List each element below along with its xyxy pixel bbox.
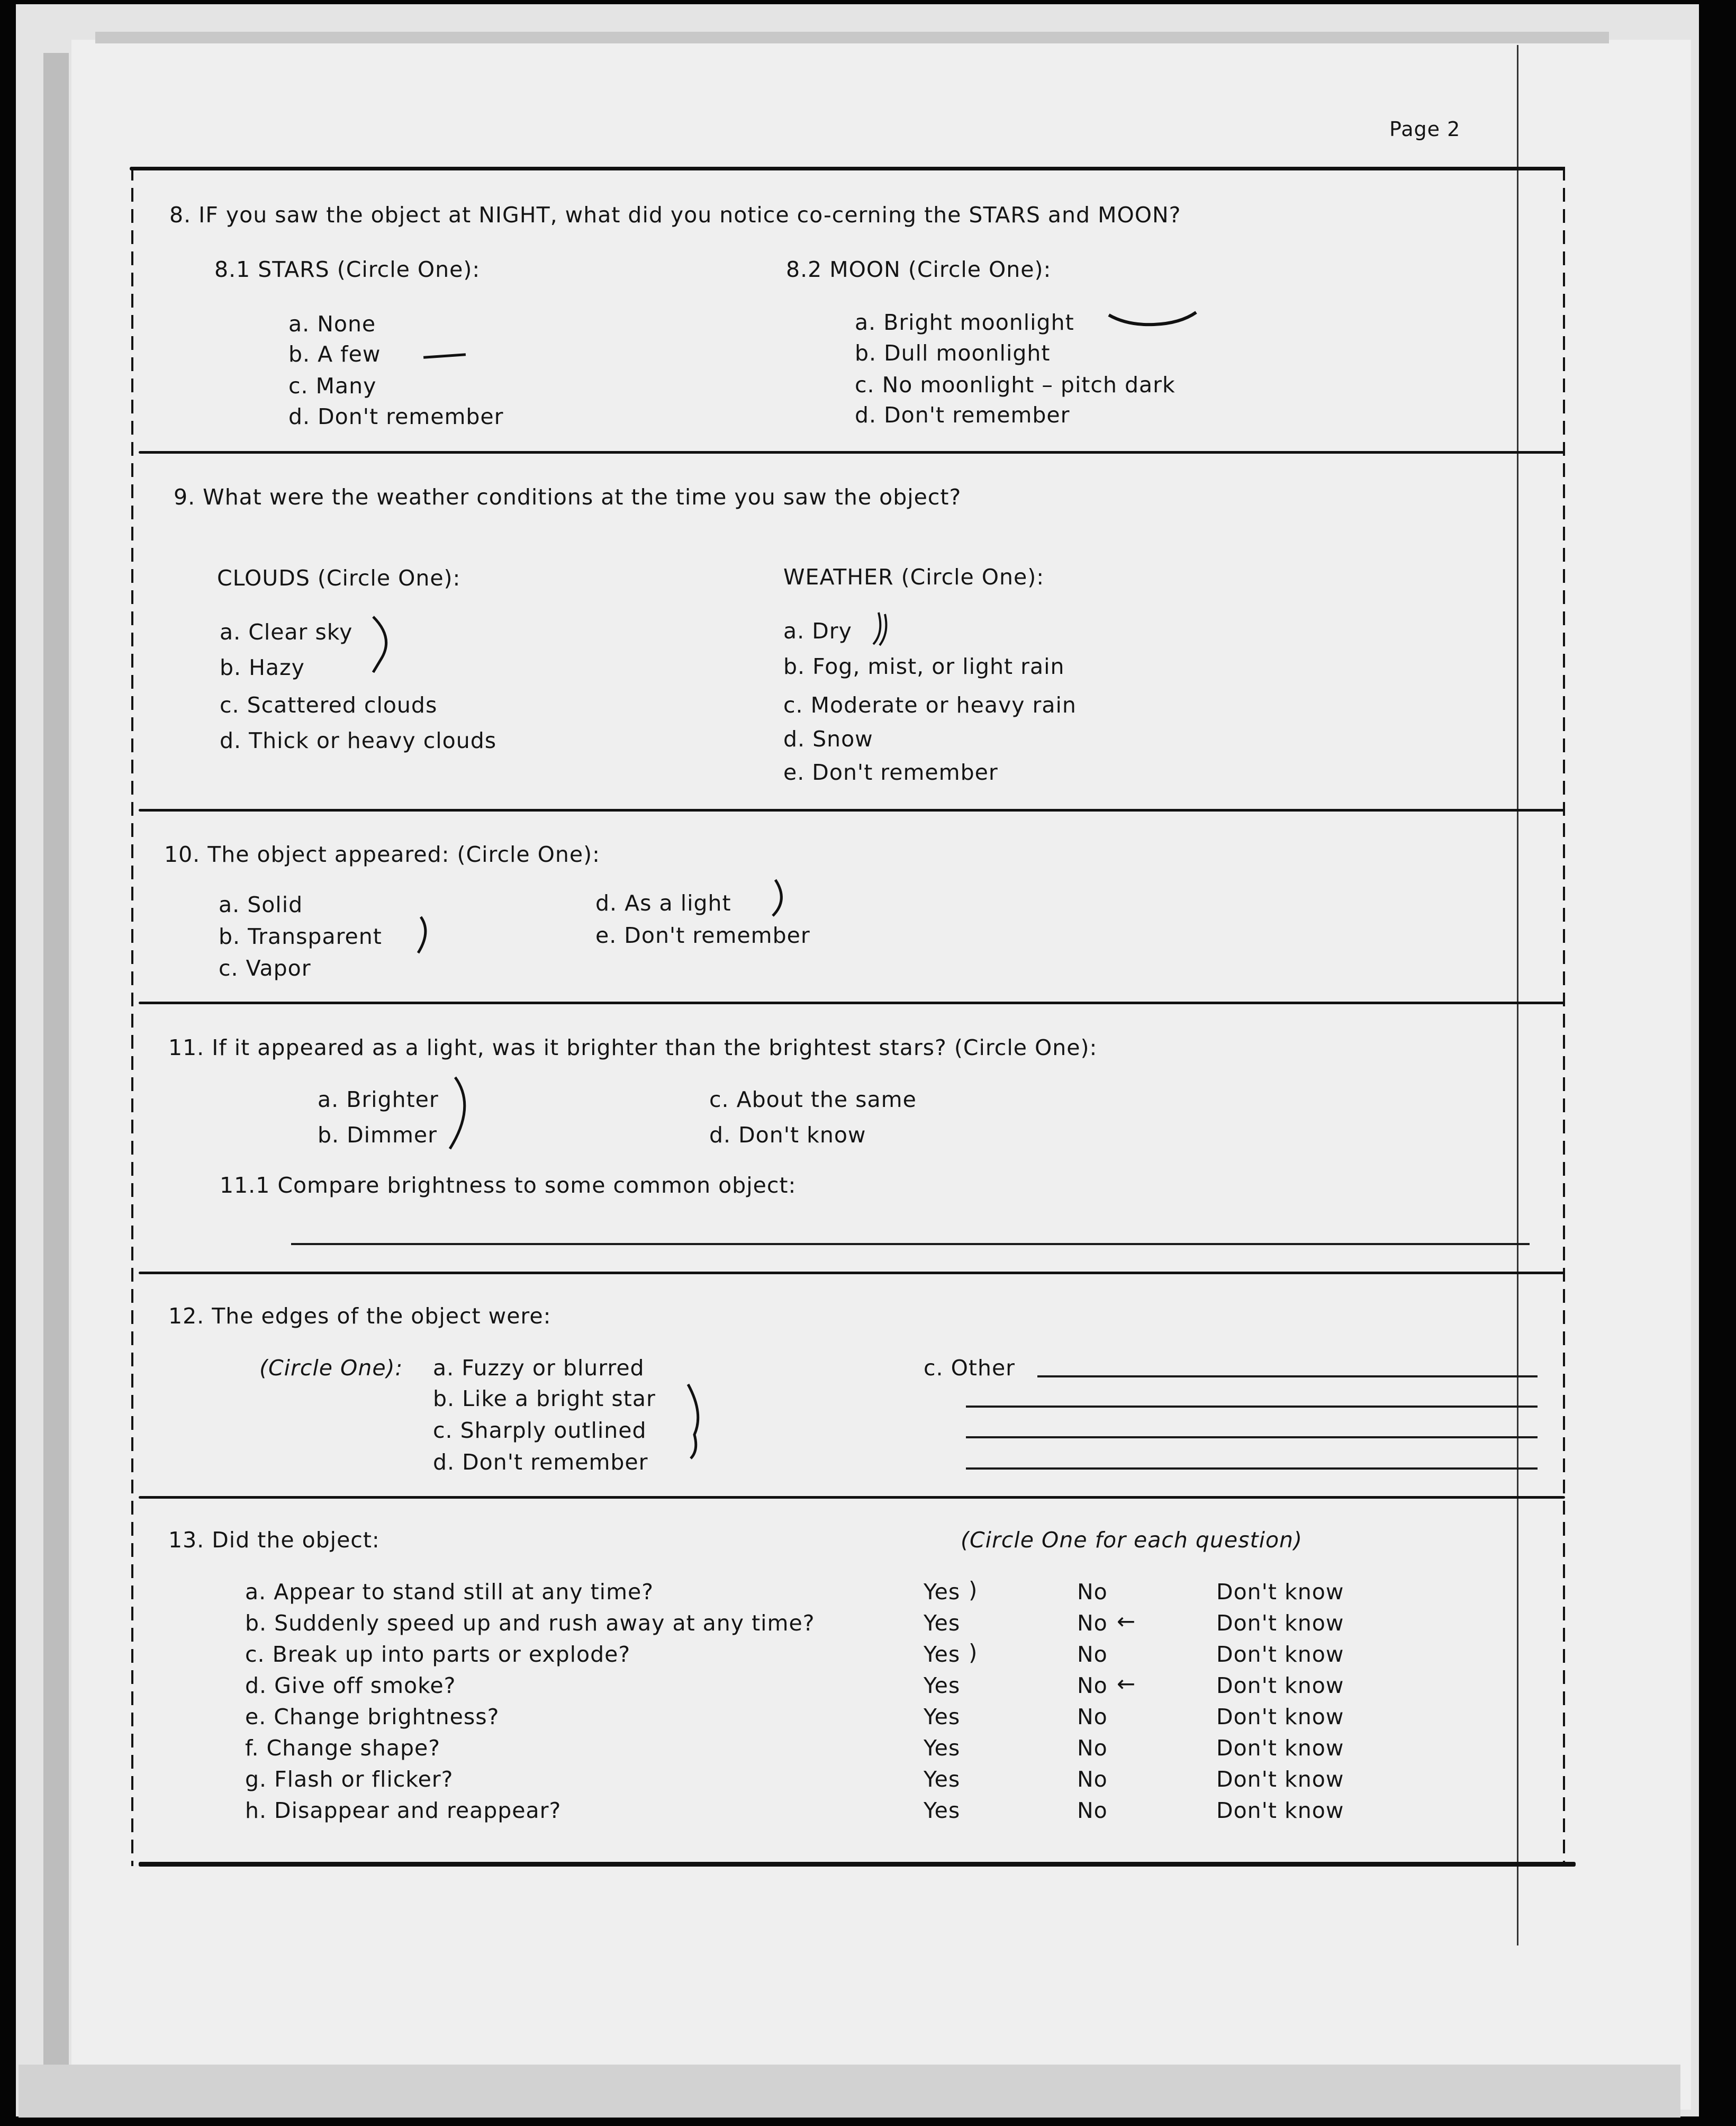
- answer-no-option[interactable]: No: [1077, 1579, 1108, 1605]
- answer-yes-option[interactable]: Yes: [924, 1579, 961, 1605]
- answer-no-option[interactable]: No: [1077, 1642, 1108, 1667]
- clouds-option-d[interactable]: d. Thick or heavy clouds: [220, 728, 497, 753]
- scan-shadow-top: [95, 32, 1609, 43]
- question-12-text: 12. The edges of the object were:: [168, 1303, 551, 1329]
- brightness-option-a[interactable]: a. Brighter: [318, 1087, 439, 1112]
- question-13-row-h: h. Disappear and reappear?: [245, 1798, 562, 1823]
- edges-circle-label: (Circle One):: [259, 1355, 403, 1381]
- appearance-option-a[interactable]: a. Solid: [219, 892, 303, 917]
- brightness-option-c[interactable]: c. About the same: [709, 1087, 917, 1112]
- answer-don-t-know-option[interactable]: Don't know: [1216, 1579, 1344, 1605]
- section-divider-12-13: [139, 1496, 1565, 1499]
- handwritten-check-mark: ): [969, 1577, 978, 1603]
- edges-option-a[interactable]: a. Fuzzy or blurred: [433, 1355, 645, 1381]
- form-top-rule: [130, 167, 1564, 170]
- answer-yes-option[interactable]: Yes: [924, 1798, 961, 1823]
- handwritten-bracket-mark: [445, 1075, 487, 1154]
- question-9-text: 9. What were the weather conditions at the time you saw the object?: [174, 484, 962, 510]
- handwritten-check-mark: ←: [1117, 1608, 1136, 1634]
- question-13-row-b: b. Suddenly speed up and rush away at any time?: [245, 1610, 815, 1636]
- stars-option-d[interactable]: d. Don't remember: [288, 404, 504, 429]
- edges-other-input-line-4[interactable]: [966, 1467, 1538, 1470]
- stars-option-c[interactable]: c. Many: [288, 373, 377, 399]
- answer-don-t-know-option[interactable]: Don't know: [1216, 1767, 1344, 1792]
- compare-brightness-input[interactable]: [291, 1243, 1530, 1245]
- section-divider-9-10: [139, 809, 1565, 812]
- handwritten-bracket-mark: [365, 614, 402, 678]
- clouds-option-a[interactable]: a. Clear sky: [220, 619, 353, 645]
- stars-label: 8.1 STARS (Circle One):: [214, 257, 481, 282]
- answer-yes-option[interactable]: Yes: [924, 1704, 961, 1729]
- moon-option-a[interactable]: a. Bright moonlight: [855, 310, 1074, 335]
- answer-yes-option[interactable]: Yes: [924, 1673, 961, 1698]
- weather-label: WEATHER (Circle One):: [783, 564, 1045, 590]
- scan-shadow-bottom: [19, 2065, 1680, 2118]
- stars-option-a[interactable]: a. None: [288, 311, 376, 337]
- edges-option-d[interactable]: d. Don't remember: [433, 1449, 648, 1475]
- answer-no-option[interactable]: No: [1077, 1610, 1108, 1636]
- moon-option-b[interactable]: b. Dull moonlight: [855, 340, 1051, 366]
- answer-no-option[interactable]: No: [1077, 1735, 1108, 1761]
- answer-yes-option[interactable]: Yes: [924, 1735, 961, 1761]
- section-divider-8-9: [139, 451, 1565, 454]
- question-13-row-f: f. Change shape?: [245, 1735, 441, 1761]
- weather-option-e[interactable]: e. Don't remember: [783, 760, 998, 785]
- brightness-option-d[interactable]: d. Don't know: [709, 1122, 866, 1148]
- answer-don-t-know-option[interactable]: Don't know: [1216, 1642, 1344, 1667]
- answer-no-option[interactable]: No: [1077, 1798, 1108, 1823]
- question-10-text: 10. The object appeared: (Circle One):: [164, 842, 600, 867]
- handwritten-bracket-mark: [683, 1382, 715, 1461]
- answer-don-t-know-option[interactable]: Don't know: [1216, 1798, 1344, 1823]
- answer-don-t-know-option[interactable]: Don't know: [1216, 1735, 1344, 1761]
- question-13-row-c: c. Break up into parts or explode?: [245, 1642, 631, 1667]
- form-bottom-rule: [139, 1862, 1576, 1867]
- handwritten-bracket-mark: [762, 879, 794, 921]
- appearance-option-e[interactable]: e. Don't remember: [595, 923, 810, 948]
- question-8-text: 8. IF you saw the object at NIGHT, what did you notice co-cerning the STARS and MOON?: [169, 202, 1181, 228]
- question-13-instruction: (Circle One for each question): [961, 1527, 1303, 1553]
- appearance-option-c[interactable]: c. Vapor: [219, 956, 311, 981]
- edges-other-input-line-3[interactable]: [966, 1436, 1538, 1438]
- moon-label: 8.2 MOON (Circle One):: [786, 257, 1052, 282]
- form-right-border: [1563, 167, 1565, 1866]
- handwritten-check-mark: ): [969, 1639, 978, 1665]
- edges-option-b[interactable]: b. Like a bright star: [433, 1386, 656, 1411]
- appearance-option-d[interactable]: d. As a light: [595, 890, 731, 916]
- question-11-text: 11. If it appeared as a light, was it brighter than the brightest stars? (Circle One):: [168, 1035, 1098, 1060]
- stars-option-b[interactable]: b. A few: [288, 341, 381, 367]
- answer-yes-option[interactable]: Yes: [924, 1767, 961, 1792]
- edges-other-input-line-2[interactable]: [966, 1406, 1538, 1408]
- section-divider-11-12: [139, 1272, 1565, 1274]
- weather-option-d[interactable]: d. Snow: [783, 726, 873, 752]
- answer-no-option[interactable]: No: [1077, 1704, 1108, 1729]
- handwritten-bracket-mark: [230, 916, 442, 958]
- scan-shadow-left: [43, 53, 69, 2096]
- edges-other-input-line-1[interactable]: [1037, 1375, 1538, 1377]
- question-13-text: 13. Did the object:: [168, 1527, 380, 1553]
- brightness-option-b[interactable]: b. Dimmer: [318, 1122, 438, 1148]
- appearance-option-b[interactable]: b. Transparent: [219, 924, 382, 949]
- form-left-border: [131, 167, 133, 1866]
- page-number: Page 2: [1389, 118, 1461, 141]
- answer-yes-option[interactable]: Yes: [924, 1642, 961, 1667]
- question-13-row-g: g. Flash or flicker?: [245, 1767, 454, 1792]
- weather-option-a[interactable]: a. Dry: [783, 618, 852, 644]
- moon-option-d[interactable]: d. Don't remember: [855, 402, 1070, 428]
- section-divider-10-11: [139, 1002, 1565, 1004]
- question-13-row-d: d. Give off smoke?: [245, 1673, 456, 1698]
- answer-yes-option[interactable]: Yes: [924, 1610, 961, 1636]
- page-edge-line: [1517, 45, 1518, 1945]
- edges-other-label: c. Other: [924, 1355, 1016, 1381]
- answer-no-option[interactable]: No: [1077, 1767, 1108, 1792]
- clouds-option-b[interactable]: b. Hazy: [220, 655, 305, 680]
- answer-don-t-know-option[interactable]: Don't know: [1216, 1673, 1344, 1698]
- clouds-option-c[interactable]: c. Scattered clouds: [220, 692, 438, 718]
- answer-don-t-know-option[interactable]: Don't know: [1216, 1704, 1344, 1729]
- handwritten-check-mark: [1106, 310, 1201, 331]
- moon-option-c[interactable]: c. No moonlight – pitch dark: [855, 372, 1176, 398]
- clouds-label: CLOUDS (Circle One):: [217, 565, 461, 591]
- question-13-row-a: a. Appear to stand still at any time?: [245, 1579, 654, 1605]
- handwritten-check-mark: ←: [1117, 1671, 1136, 1697]
- question-13-row-e: e. Change brightness?: [245, 1704, 500, 1729]
- weather-option-b[interactable]: b. Fog, mist, or light rain: [783, 654, 1065, 679]
- handwritten-bracket-mark: [868, 611, 894, 648]
- weather-option-c[interactable]: c. Moderate or heavy rain: [783, 692, 1077, 718]
- compare-brightness-label: 11.1 Compare brightness to some common object:: [220, 1173, 797, 1198]
- answer-no-option[interactable]: No: [1077, 1673, 1108, 1698]
- answer-don-t-know-option[interactable]: Don't know: [1216, 1610, 1344, 1636]
- edges-option-c[interactable]: c. Sharply outlined: [433, 1418, 647, 1443]
